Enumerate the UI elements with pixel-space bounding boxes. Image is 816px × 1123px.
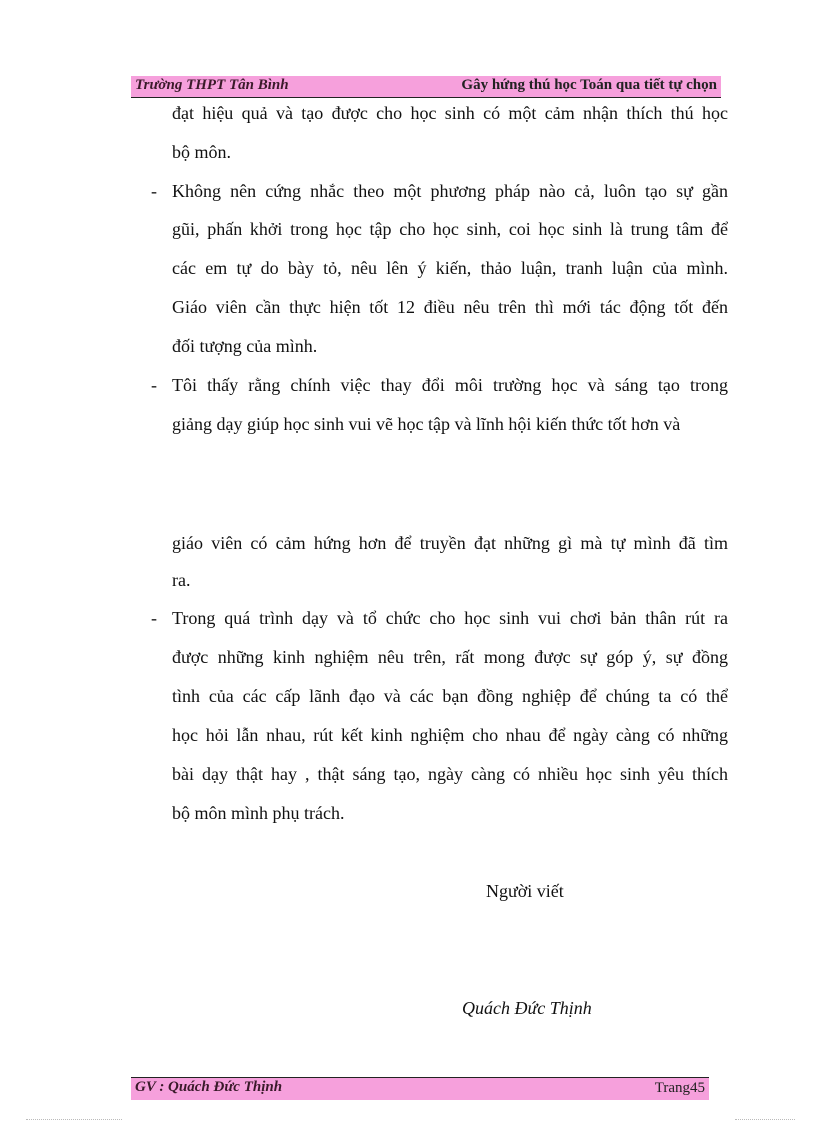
body-line-15: học hỏi lẫn nhau, rút kết kinh nghiệm cho nhau để ngày càng có những xyxy=(172,725,728,745)
footer-page-number: Trang45 xyxy=(654,1080,705,1096)
body-line-5: các em tự do bày tỏ, nêu lên ý kiến, thảo luận, tranh luận của mình. xyxy=(172,258,728,278)
bottom-dotted-rule-left xyxy=(26,1119,122,1120)
body-line-17: bộ môn mình phụ trách. xyxy=(172,803,345,823)
body-line-8: Tôi thấy rằng chính việc thay đổi môi trường học và sáng tạo trong xyxy=(172,375,728,395)
header-rule xyxy=(131,97,721,98)
body-line-13: được những kinh nghiệm nêu trên, rất mong được sự góp ý, sự đồng xyxy=(172,647,728,667)
body-line-11: ra. xyxy=(172,570,191,590)
signature-name: Quách Đức Thịnh xyxy=(462,998,592,1018)
body-line-1: đạt hiệu quả và tạo được cho học sinh có một cảm nhận thích thú học xyxy=(172,103,728,123)
body-line-7: đối tượng của mình. xyxy=(172,336,318,356)
body-line-6: Giáo viên cần thực hiện tốt 12 điều nêu trên thì mới tác động tốt đến xyxy=(172,297,728,317)
bullet-marker-2: - xyxy=(151,375,157,395)
page-footer xyxy=(131,1078,709,1100)
header-school: Trường THPT Tân Bình xyxy=(135,77,289,93)
body-line-9: giảng dạy giúp học sinh vui vẽ học tập và lĩnh hội kiến thức tốt hơn và xyxy=(172,414,681,434)
body-line-14: tình của các cấp lãnh đạo và các bạn đồng nghiệp để chúng ta có thể xyxy=(172,686,728,706)
bullet-marker-1: - xyxy=(151,181,157,201)
body-line-4: gũi, phấn khởi trong học tập cho học sinh, coi học sinh là trung tâm để xyxy=(172,219,728,239)
body-line-16: bài dạy thật hay , thật sáng tạo, ngày càng có nhiều học sinh yêu thích xyxy=(172,764,728,784)
signature-title: Người viết xyxy=(486,881,564,901)
body-line-12: Trong quá trình dạy và tổ chức cho học sinh vui chơi bản thân rút ra xyxy=(172,608,728,628)
header-title: Gây hứng thú học Toán qua tiết tự chọn xyxy=(461,77,717,93)
page-header xyxy=(131,76,721,98)
body-line-2: bộ môn. xyxy=(172,142,232,162)
body-line-3: Không nên cứng nhắc theo một phương pháp nào cả, luôn tạo sự gần xyxy=(172,181,728,201)
bottom-dotted-rule-right xyxy=(735,1119,795,1120)
bullet-marker-3: - xyxy=(151,608,157,628)
body-line-10: giáo viên có cảm hứng hơn để truyền đạt những gì mà tự mình đã tìm xyxy=(172,533,728,553)
footer-author: GV : Quách Đức Thịnh xyxy=(135,1079,283,1095)
